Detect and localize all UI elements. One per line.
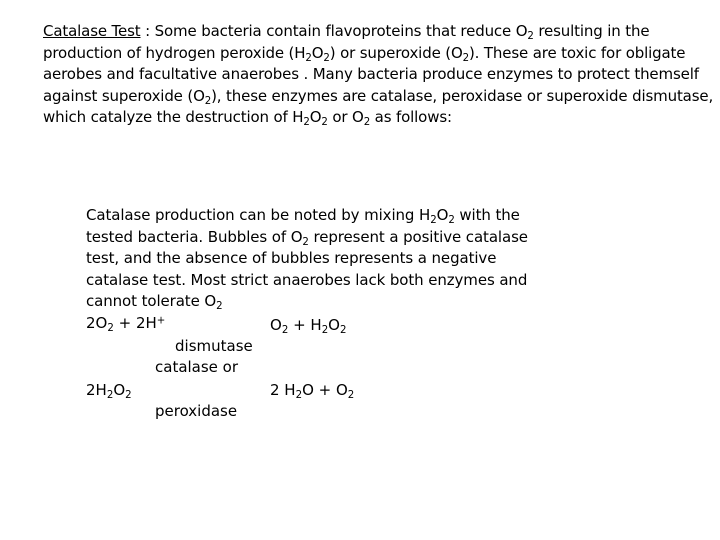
text-run: which catalyze the destruction of H bbox=[43, 108, 304, 127]
subscript: 2 bbox=[339, 324, 347, 336]
text-run: Catalase production can be noted by mixing H bbox=[86, 206, 431, 224]
catalase-line-3: test, and the absence of bubbles represents a negative bbox=[86, 249, 497, 268]
subscript: 2 bbox=[204, 95, 212, 107]
text-run: cannot tolerate O bbox=[86, 292, 217, 311]
superscript: + bbox=[156, 315, 166, 327]
text-run: + 2H bbox=[113, 314, 157, 332]
subscript: 2 bbox=[462, 52, 469, 64]
text-run: or O bbox=[327, 108, 364, 127]
eq1-reactants bbox=[86, 313, 165, 335]
text-run: 2H bbox=[86, 381, 107, 399]
subscript: 2 bbox=[430, 214, 437, 226]
text-run: production of hydrogen peroxide (H bbox=[43, 43, 306, 62]
subscript: 2 bbox=[106, 389, 114, 401]
subscript: 2 bbox=[216, 301, 223, 313]
text-run: 2O bbox=[86, 314, 108, 332]
text-run: O bbox=[436, 206, 449, 224]
text-run: O bbox=[328, 316, 340, 334]
eq2-enzyme-bottom: peroxidase bbox=[155, 402, 238, 420]
subscript: 2 bbox=[363, 117, 371, 129]
eq1-enzyme: dismutase bbox=[175, 337, 253, 355]
subscript: 2 bbox=[347, 389, 355, 401]
subscript: 2 bbox=[107, 322, 114, 334]
subscript: 2 bbox=[303, 117, 310, 129]
eq1-products bbox=[270, 315, 346, 337]
text-run: as follows: bbox=[370, 108, 452, 127]
text-run: O bbox=[309, 108, 322, 127]
catalase-line-2 bbox=[86, 227, 526, 249]
subscript: 2 bbox=[448, 214, 455, 226]
intro-line-5 bbox=[43, 107, 711, 129]
text-run: represent a positive catalase bbox=[308, 227, 528, 246]
catalase-line-4: catalase test. Most strict anaerobes lack both enzymes and bbox=[86, 270, 528, 289]
catalase-paragraph bbox=[86, 205, 526, 313]
subscript: 2 bbox=[321, 117, 328, 129]
intro-line-3: aerobes and facultative anaerobes . Many bacteria produce enzymes to protect themself bbox=[43, 65, 699, 84]
catalase-line-5 bbox=[86, 291, 526, 313]
text-run: O bbox=[113, 381, 126, 399]
intro-paragraph bbox=[43, 21, 714, 129]
text-run: O + O bbox=[302, 381, 348, 399]
text-run: Some bacteria contain flavoproteins that reduce O bbox=[154, 22, 528, 40]
subscript: 2 bbox=[321, 324, 329, 336]
intro-line-2 bbox=[43, 43, 711, 65]
text-run: against superoxide (O bbox=[43, 86, 205, 105]
text-run: + H bbox=[288, 316, 322, 334]
catalase-line-1 bbox=[86, 205, 526, 227]
subscript: 2 bbox=[527, 30, 534, 42]
subscript: 2 bbox=[305, 52, 312, 64]
text-run: resulting in the bbox=[533, 22, 650, 40]
section-title: Catalase Test bbox=[43, 22, 141, 40]
text-run: ). These are toxic for obligate bbox=[468, 43, 686, 62]
intro-line-1 bbox=[43, 21, 711, 43]
subscript: 2 bbox=[125, 389, 132, 401]
intro-line-4 bbox=[43, 86, 714, 108]
eq2-reactants bbox=[86, 380, 132, 402]
eq2-products bbox=[270, 380, 354, 402]
subscript: 2 bbox=[323, 52, 330, 64]
title-separator: : bbox=[140, 22, 155, 40]
eq2-enzyme-top: catalase or bbox=[155, 358, 239, 376]
text-run: tested bacteria. Bubbles of O bbox=[86, 227, 303, 246]
text-run: with the bbox=[454, 206, 520, 224]
text-run: ) or superoxide (O bbox=[329, 43, 463, 62]
subscript: 2 bbox=[281, 324, 289, 336]
subscript: 2 bbox=[295, 389, 303, 401]
text-run: O bbox=[311, 43, 324, 62]
text-run: ), these enzymes are catalase, peroxidase or superoxide dismutase, bbox=[211, 86, 714, 105]
subscript: 2 bbox=[302, 236, 309, 248]
text-run: O bbox=[270, 316, 282, 334]
text-run: 2 H bbox=[270, 381, 296, 399]
